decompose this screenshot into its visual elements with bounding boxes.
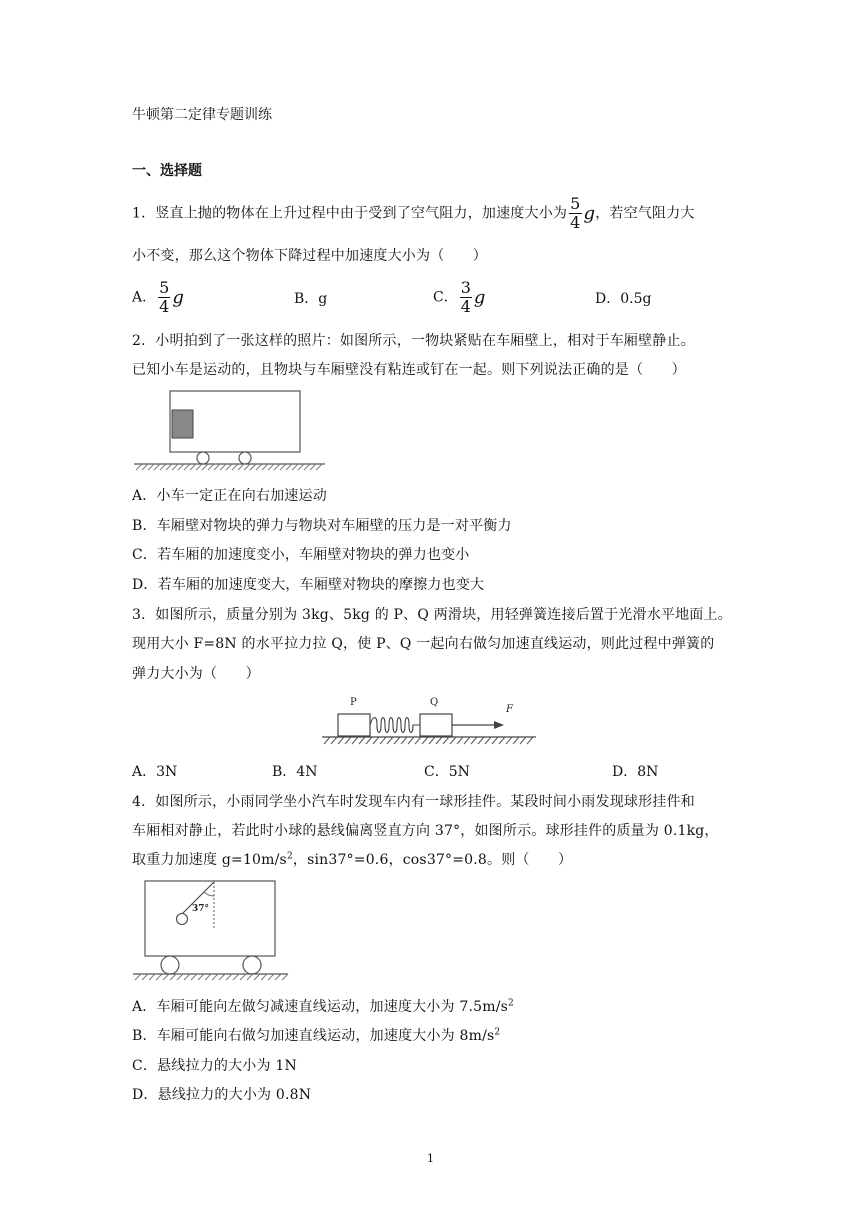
- q3-option-a: A．3N: [132, 764, 178, 780]
- q1-option-c-label: C．: [433, 289, 458, 306]
- q3-option-d: D．8N: [612, 764, 659, 780]
- q1-line2: 小不变，那么这个物体下降过程中加速度大小为（ ）: [132, 248, 487, 264]
- wheel-left: [161, 956, 179, 974]
- q1-option-a-label: A．: [132, 289, 157, 306]
- q4-line3-a: 取重力加速度 g=10m/s: [132, 852, 287, 868]
- q1-option-a-den: 4: [159, 297, 170, 316]
- q2-line2: 已知小车是运动的，且物块与车厢壁没有粘连或钉在一起。则下列说法正确的是（ ）: [132, 362, 686, 378]
- q1-frac-den: 4: [570, 213, 581, 232]
- angle-label: 37°: [192, 904, 210, 914]
- page-number: 1: [427, 1152, 434, 1165]
- block-p: [338, 714, 370, 736]
- q1-g: g: [583, 203, 596, 224]
- q4-option-a-sup: 2: [508, 998, 514, 1009]
- q1-fraction: [569, 196, 581, 231]
- q3-option-b: B．4N: [272, 764, 318, 780]
- q3-line2: 现用大小 F=8N 的水平拉力拉 Q，使 P、Q 一起向右做匀加速直线运动，则此过程中弹簧的: [132, 636, 715, 652]
- q3-line3: 弹力大小为（ ）: [132, 666, 260, 682]
- block-q: [420, 714, 452, 736]
- q1-option-a: [132, 280, 184, 315]
- q1-option-c-g: g: [473, 287, 486, 308]
- wheel-left: [197, 452, 209, 464]
- spring-blocks-figure: [320, 692, 540, 750]
- q4-option-a-text: A．车厢可能向左做匀减速直线运动，加速度大小为 7.5m/s: [132, 999, 509, 1015]
- ground-hatch: [135, 974, 288, 980]
- q4-option-c: C．悬线拉力的大小为 1N: [132, 1058, 297, 1074]
- q1-option-a-num: 5: [159, 278, 170, 297]
- wheel-right: [239, 452, 251, 464]
- q4-line3-sup: 2: [286, 851, 293, 862]
- q1-option-c: [433, 280, 485, 315]
- q1-text-a: 1．竖直上抛的物体在上升过程中由于受到了空气阻力，加速度大小为: [132, 205, 568, 222]
- label-q: Q: [430, 697, 439, 708]
- q2-line1: 2．小明拍到了一张这样的照片：如图所示，一物块紧贴在车厢壁上，相对于车厢壁静止。: [132, 333, 695, 349]
- q1-option-c-num: 3: [460, 278, 471, 297]
- spring: [370, 718, 420, 733]
- q1-frac-num: 5: [570, 194, 581, 213]
- q4-line3: [132, 849, 572, 869]
- q1-option-a-fraction: [158, 280, 170, 315]
- force-arrow-head: [494, 721, 504, 729]
- truck-block-figure: [130, 390, 330, 474]
- q1-line1: [132, 196, 695, 231]
- q4-option-b: [132, 1025, 500, 1045]
- block: [172, 410, 193, 438]
- pendulum-car-figure: [130, 880, 295, 980]
- q1-option-d: D．0.5g: [595, 291, 652, 307]
- q1-option-c-den: 4: [460, 297, 471, 316]
- q2-option-a: A．小车一定正在向右加速运动: [132, 488, 327, 504]
- q2-option-b: B．车厢壁对物块的弹力与物块对车厢壁的压力是一对平衡力: [132, 518, 512, 534]
- ground-hatch: [136, 464, 322, 470]
- q2-option-c: C．若车厢的加速度变小，车厢壁对物块的弹力也变小: [132, 547, 470, 563]
- q4-line1: 4．如图所示，小雨同学坐小汽车时发现车内有一球形挂件。某段时间小雨发现球形挂件和: [132, 794, 695, 810]
- label-f: F: [506, 704, 513, 715]
- q4-option-d: D．悬线拉力的大小为 0.8N: [132, 1087, 312, 1103]
- document-title: 牛顿第二定律专题训练: [132, 107, 272, 123]
- q4-line3-b: ，sin37°=0.6，cos37°=0.8。则（ ）: [292, 852, 573, 868]
- label-p: P: [350, 697, 357, 708]
- car-body: [145, 881, 275, 956]
- q1-text-b: ，若空气阻力大: [595, 205, 695, 222]
- q4-option-a: [132, 996, 514, 1016]
- q4-line2: 车厢相对静止，若此时小球的悬线偏离竖直方向 37°，如图所示。球形挂件的质量为 0.1kg，: [132, 823, 719, 839]
- ground-hatch: [324, 737, 533, 744]
- q4-option-b-text: B．车厢可能向右做匀加速直线运动，加速度大小为 8m/s: [132, 1028, 495, 1044]
- q4-option-b-sup: 2: [494, 1027, 501, 1038]
- q1-option-a-g: g: [172, 287, 184, 308]
- q2-option-d: D．若车厢的加速度变大，车厢壁对物块的摩擦力也变大: [132, 577, 485, 593]
- q1-option-c-fraction: [460, 280, 472, 315]
- q3-option-c: C．5N: [424, 764, 470, 780]
- q1-option-b: B．g: [294, 291, 328, 307]
- ball: [177, 914, 188, 925]
- section-heading: 一、选择题: [132, 163, 202, 179]
- q3-line1: 3．如图所示，质量分别为 3kg、5kg 的 P、Q 两滑块，用轻弹簧连接后置于光滑水平地面上。: [132, 607, 732, 623]
- wheel-right: [243, 956, 261, 974]
